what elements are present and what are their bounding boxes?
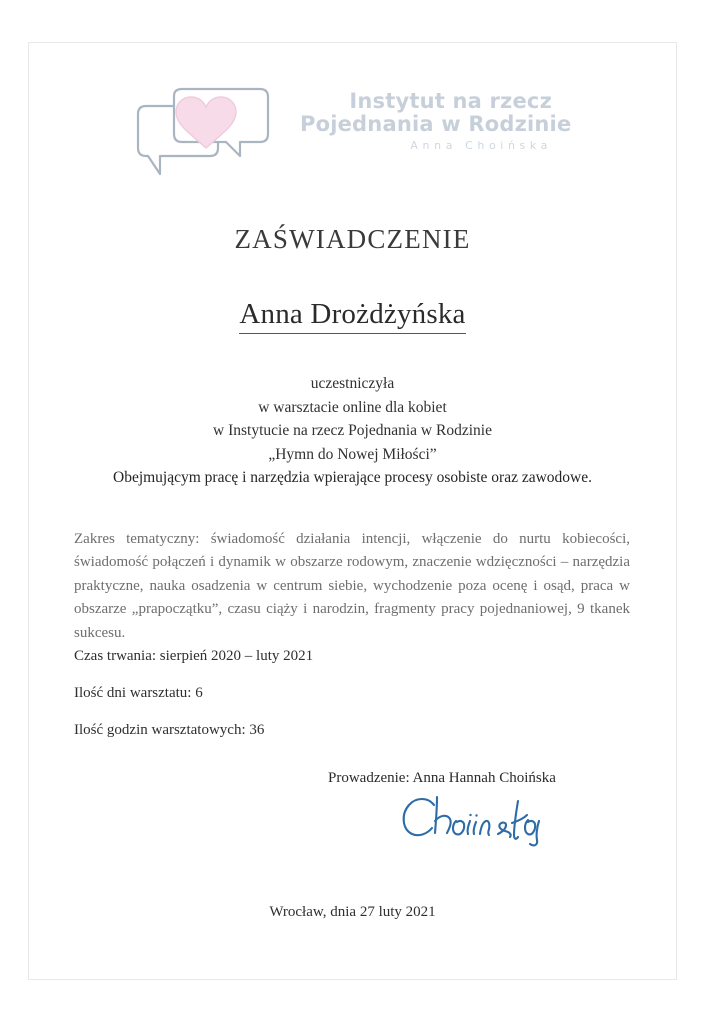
speech-bubbles-heart-logo-icon (132, 86, 282, 184)
scope-paragraph: Zakres tematyczny: świadomość działania intencji, włączenie do nurtu kobiecości, świadomość połączeń i dynamik w obszarze rodowym, znaczenie wdzięczności – narzędzia praktyczne, nauka osadzenia w centrum siebie, wychodzenie poza ocenę i osąd, praca w obszarze „prapoczątku”, czasu ciąży i narodzin, fragmenty pracy pojednaniowej, 9 tkanek sukcesu. (74, 531, 630, 641)
statement-line-3: w Instytucie na rzecz Pojednania w Rodzinie (213, 422, 492, 440)
signature-label: Prowadzenie: Anna Hannah Choińska (328, 770, 556, 786)
handwritten-signature-icon (394, 791, 564, 849)
certificate-content (28, 42, 677, 980)
logo-line-2: Pojednania w Rodzinie (300, 111, 572, 136)
detail-days: Ilość dni warsztatu: 6 (74, 685, 203, 701)
institute-logo (132, 86, 572, 186)
page-title: ZAŚWIADCZENIE (234, 224, 471, 254)
statement-line-4: „Hymn do Nowej Miłości” (268, 445, 437, 463)
detail-hours: Ilość godzin warsztatowych: 36 (74, 722, 265, 738)
statement-line-1: uczestniczyła (310, 375, 395, 392)
footer-place-date: Wrocław, dnia 27 luty 2021 (269, 904, 436, 920)
signature-block (328, 770, 638, 854)
statement-line-2: w warsztacie online dla kobiet (258, 398, 447, 416)
recipient-name: Anna Drożdżyńska (239, 298, 465, 334)
logo-line-1: Instytut na rzecz (349, 89, 552, 113)
statement-block (28, 372, 677, 466)
emphasis-line: Obejmującym pracę i narzędzia wpierające procesy osobiste oraz zawodowe. (113, 469, 592, 486)
detail-duration: Czas trwania: sierpień 2020 – luty 2021 (74, 648, 314, 664)
recipient-name-row (28, 298, 677, 334)
logo-wordmark (300, 89, 572, 153)
logo-subtitle: Anna Choińska (410, 139, 552, 153)
